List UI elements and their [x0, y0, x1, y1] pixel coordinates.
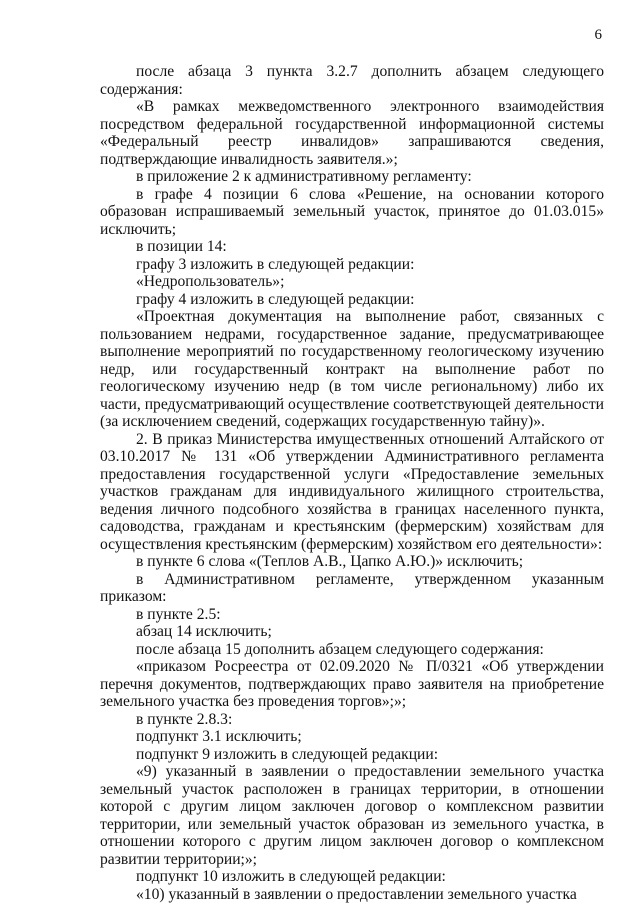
paragraph: в позиции 14: — [136, 238, 227, 255]
paragraph: графу 3 изложить в следующей редакции: — [136, 255, 415, 273]
paragraph: «10) указанный в заявлении о предоставлении земельного участка — [136, 885, 577, 903]
paragraph: 2. В приказ Министерства имущественных отношений Алтайского от 03.10.2017 № 131 «Об утверждении Административного регламента предоставления государственной услуги «Предоставление земельных участков гражданам для индивидуального жилищного строительства, ведения личного подсобного хозяйства в границах населенного пункта, садоводства, гражданам и крестьянским (фермерским) хозяйствам для осуществления крестьянским (фермерским) хозяйством его деятельности»: — [100, 430, 604, 553]
paragraph: в приложение 2 к административному регламенту: — [136, 168, 472, 185]
paragraph: в пункте 2.8.3: — [136, 710, 233, 728]
paragraph: «приказом Росреестра от 02.09.2020 № П/0321 «Об утверждении перечня документов, подтверждающих право заявителя на приобретение земельного участка без проведения торгов»;»; — [100, 658, 604, 710]
paragraph: подпункт 9 изложить в следующей редакции: — [136, 745, 439, 763]
paragraph: «Недропользователь»; — [136, 273, 285, 290]
paragraph: подпункт 3.1 исключить; — [136, 728, 302, 745]
paragraph: в графе 4 позиции 6 слова «Решение, на основании которого образован испрашиваемый земельный участок, принятое до 01.03.015» исключить; — [100, 185, 604, 238]
paragraph: в пункте 6 слова «(Теплов А.В., Цапко А.Ю.)» исключить; — [136, 553, 524, 570]
paragraph: «9) указанный в заявлении о предоставлении земельного участка земельный участок расположен в границах территории, в отношении которой с другим лицом заключен договор о комплексном развитии территории, или земельный участок образован из земельного участка, в отношении которого с другим лицом заключен договор о комплексном развитии территории;»; — [100, 763, 604, 868]
paragraph: «В рамках межведомственного электронного взаимодействия посредством федеральной государственной информационной системы «Федеральный реестр инвалидов» запрашиваются сведения, подтверждающие инвалидность заявителя.»; — [100, 98, 604, 168]
paragraph: после абзаца 15 дополнить абзацем следующего содержания: — [136, 640, 544, 658]
paragraph: абзац 14 исключить; — [136, 623, 272, 640]
paragraph: в пункте 2.5: — [136, 605, 221, 623]
paragraph: в Административном регламенте, утвержденном указанным приказом: — [100, 570, 604, 605]
paragraph: «Проектная документация на выполнение работ, связанных с пользованием недрами, государственное задание, предусматривающее выполнение мероприятий по государственному геологическому изучению недр, или государственный контракт на выполнение работ по геологическому изучению недр (в том числе региональному) либо их части, предусматривающий осуществление соответствующей деятельности (за исключением сведений, содержащих государственную тайну)». — [100, 308, 604, 430]
page-number: 6 — [594, 27, 602, 43]
paragraph: графу 4 изложить в следующей редакции: — [136, 290, 415, 308]
document-body — [100, 63, 604, 903]
paragraph: после абзаца 3 пункта 3.2.7 дополнить абзацем следующего содержания: — [100, 63, 604, 98]
paragraph: подпункт 10 изложить в следующей редакции: — [136, 868, 446, 885]
